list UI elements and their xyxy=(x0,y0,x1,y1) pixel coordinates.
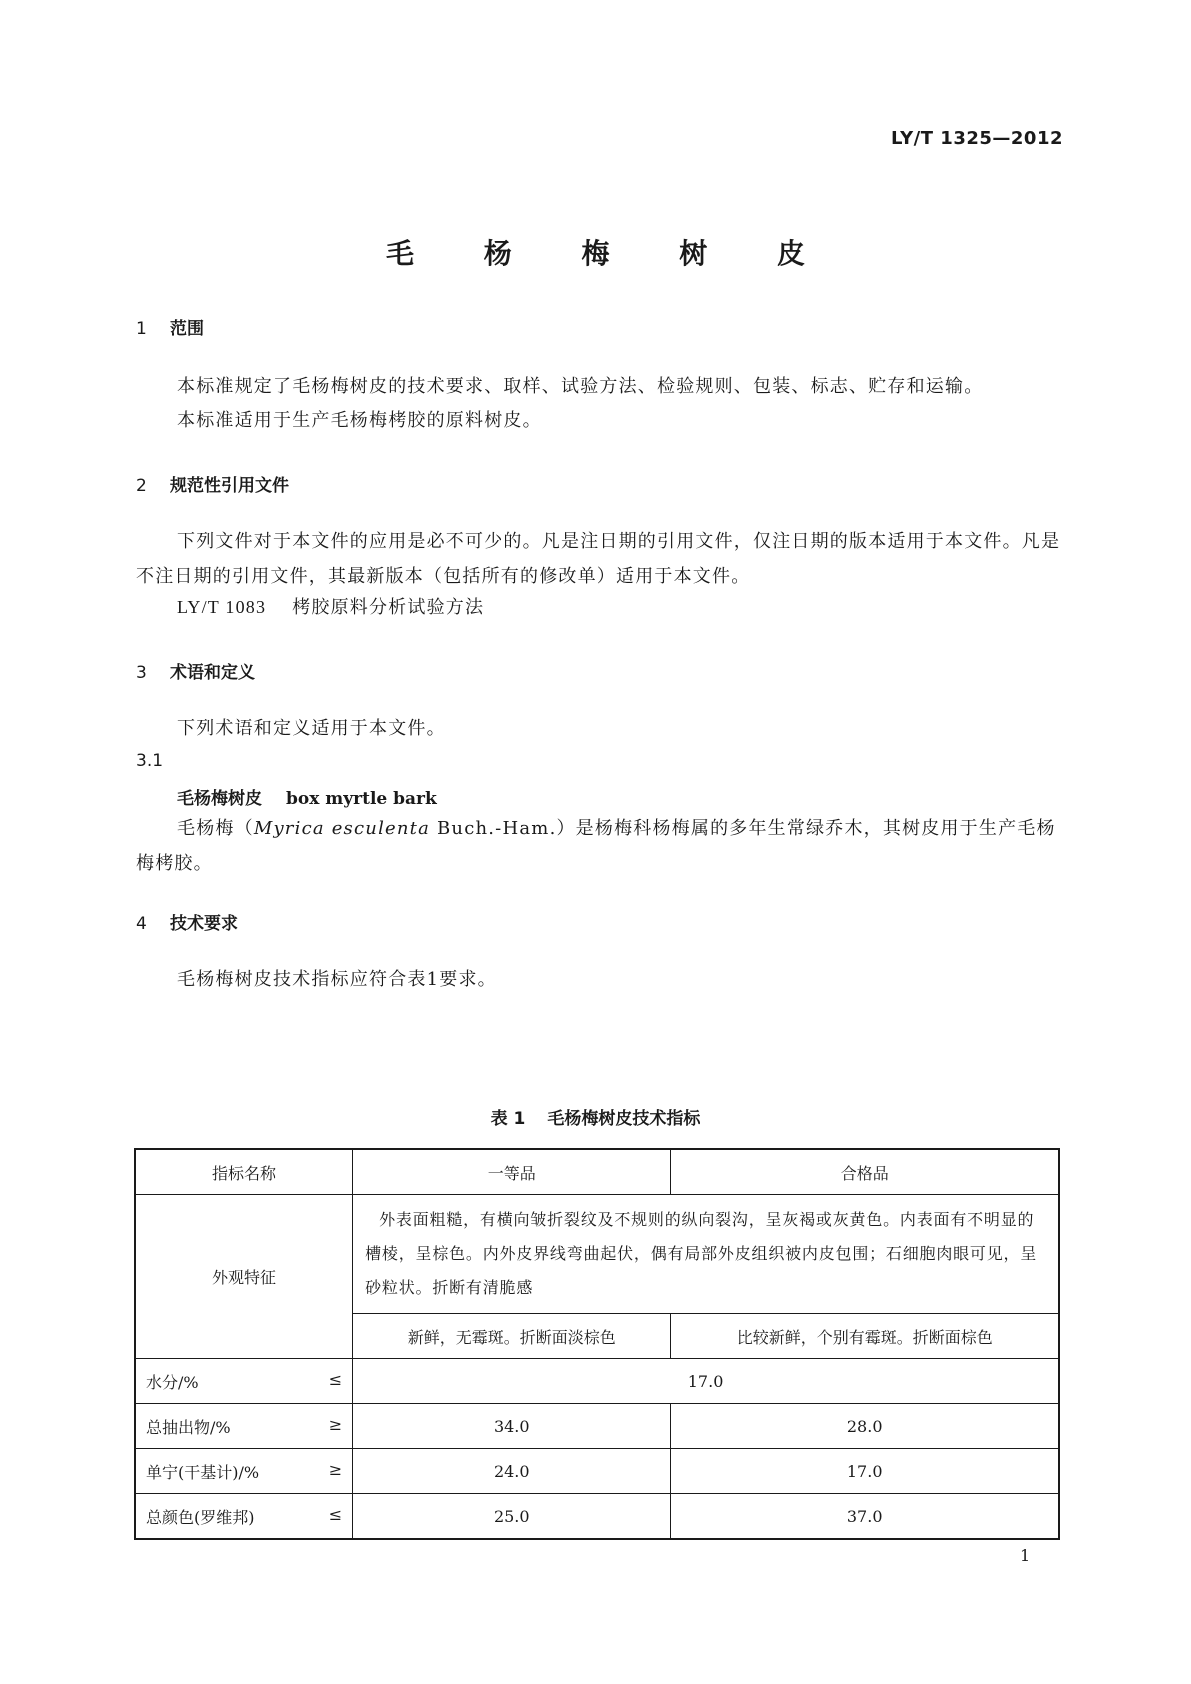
table-caption xyxy=(0,1104,1191,1129)
header-cell: 指标名称 xyxy=(135,1149,353,1195)
row-label: 单宁(干基计)/% ≥ xyxy=(135,1449,353,1494)
appearance-common: 外表面粗糙，有横向皱折裂纹及不规则的纵向裂沟，呈灰褐或灰黄色。内表面有不明显的槽棱，呈棕色。内外皮界线弯曲起伏，偶有局部外皮组织被内皮包围；石细胞肉眼可见，呈砂粒状。折断有清脆感 xyxy=(353,1195,1059,1314)
term-english: box myrtle bark xyxy=(286,789,437,809)
page-number: 1 xyxy=(1020,1546,1031,1565)
grade1-value: 25.0 xyxy=(353,1494,671,1540)
row-label: 水分/% ≤ xyxy=(135,1359,353,1404)
term-entry xyxy=(177,784,437,809)
technical-spec-table xyxy=(134,1148,1060,1540)
section-number: 4 xyxy=(136,914,147,934)
table-row xyxy=(135,1404,1059,1449)
section-2-heading xyxy=(136,471,289,496)
section-title: 术语和定义 xyxy=(170,663,255,683)
table-header-row xyxy=(135,1149,1059,1195)
section-number: 2 xyxy=(136,476,147,496)
section-3-heading xyxy=(136,658,255,683)
section-title: 技术要求 xyxy=(170,914,238,934)
merged-value: 17.0 xyxy=(353,1359,1059,1404)
section-3-intro: 下列术语和定义适用于本文件。 xyxy=(177,718,446,739)
reference-code: LY/T 1083 xyxy=(177,597,267,617)
term-definition: 毛杨梅（Myrica esculenta Buch.-Ham.）是杨梅科杨梅属的多年生常绿乔木，其树皮用于生产毛杨梅栲胶。 xyxy=(136,818,1056,874)
table-number: 表 1 xyxy=(490,1109,526,1129)
header-cell: 一等品 xyxy=(353,1149,671,1195)
document-title: 毛 杨 梅 树 皮 xyxy=(386,237,835,270)
appearance-qualified: 比较新鲜，个别有霉斑。折断面棕色 xyxy=(671,1314,1059,1359)
section-number: 1 xyxy=(136,319,147,339)
section-1-paragraph-2: 本标准适用于生产毛杨梅栲胶的原料树皮。 xyxy=(177,410,542,431)
qualified-value: 37.0 xyxy=(671,1494,1059,1540)
section-number: 3 xyxy=(136,663,147,683)
comparison-sign: ≥ xyxy=(328,1414,343,1434)
table-row xyxy=(135,1195,1059,1314)
table-title: 毛杨梅树皮技术指标 xyxy=(547,1109,701,1129)
section-1-paragraph-1: 本标准规定了毛杨梅树皮的技术要求、取样、试验方法、检验规则、包装、标志、贮存和运输。 xyxy=(177,376,984,397)
section-title: 范围 xyxy=(170,319,204,339)
grade1-value: 34.0 xyxy=(353,1404,671,1449)
row-label: 总抽出物/% ≥ xyxy=(135,1404,353,1449)
qualified-value: 28.0 xyxy=(671,1404,1059,1449)
row-label: 外观特征 xyxy=(135,1195,353,1359)
table-row xyxy=(135,1359,1059,1404)
qualified-value: 17.0 xyxy=(671,1449,1059,1494)
comparison-sign: ≤ xyxy=(328,1504,343,1524)
term-chinese: 毛杨梅树皮 xyxy=(177,789,262,809)
row-label: 总颜色(罗维邦) ≤ xyxy=(135,1494,353,1540)
table-row xyxy=(135,1494,1059,1540)
section-4-heading xyxy=(136,909,238,934)
comparison-sign: ≤ xyxy=(328,1369,343,1389)
subsection-3-1-number: 3.1 xyxy=(136,751,164,771)
standard-code: LY/T 1325—2012 xyxy=(890,128,1063,149)
section-2-paragraph: 下列文件对于本文件的应用是必不可少的。凡是注日期的引用文件，仅注日期的版本适用于本文件。凡是不注日期的引用文件，其最新版本（包括所有的修改单）适用于本文件。 xyxy=(136,531,1061,587)
section-4-paragraph: 毛杨梅树皮技术指标应符合表1要求。 xyxy=(177,969,497,990)
section-1-heading xyxy=(136,314,204,339)
appearance-grade1: 新鲜，无霉斑。折断面淡棕色 xyxy=(353,1314,671,1359)
table-row xyxy=(135,1449,1059,1494)
grade1-value: 24.0 xyxy=(353,1449,671,1494)
header-cell: 合格品 xyxy=(671,1149,1059,1195)
section-title: 规范性引用文件 xyxy=(170,476,289,496)
latin-name: Myrica esculenta xyxy=(253,818,431,839)
normative-reference xyxy=(136,590,1061,625)
comparison-sign: ≥ xyxy=(328,1459,343,1479)
reference-title: 栲胶原料分析试验方法 xyxy=(292,597,485,618)
